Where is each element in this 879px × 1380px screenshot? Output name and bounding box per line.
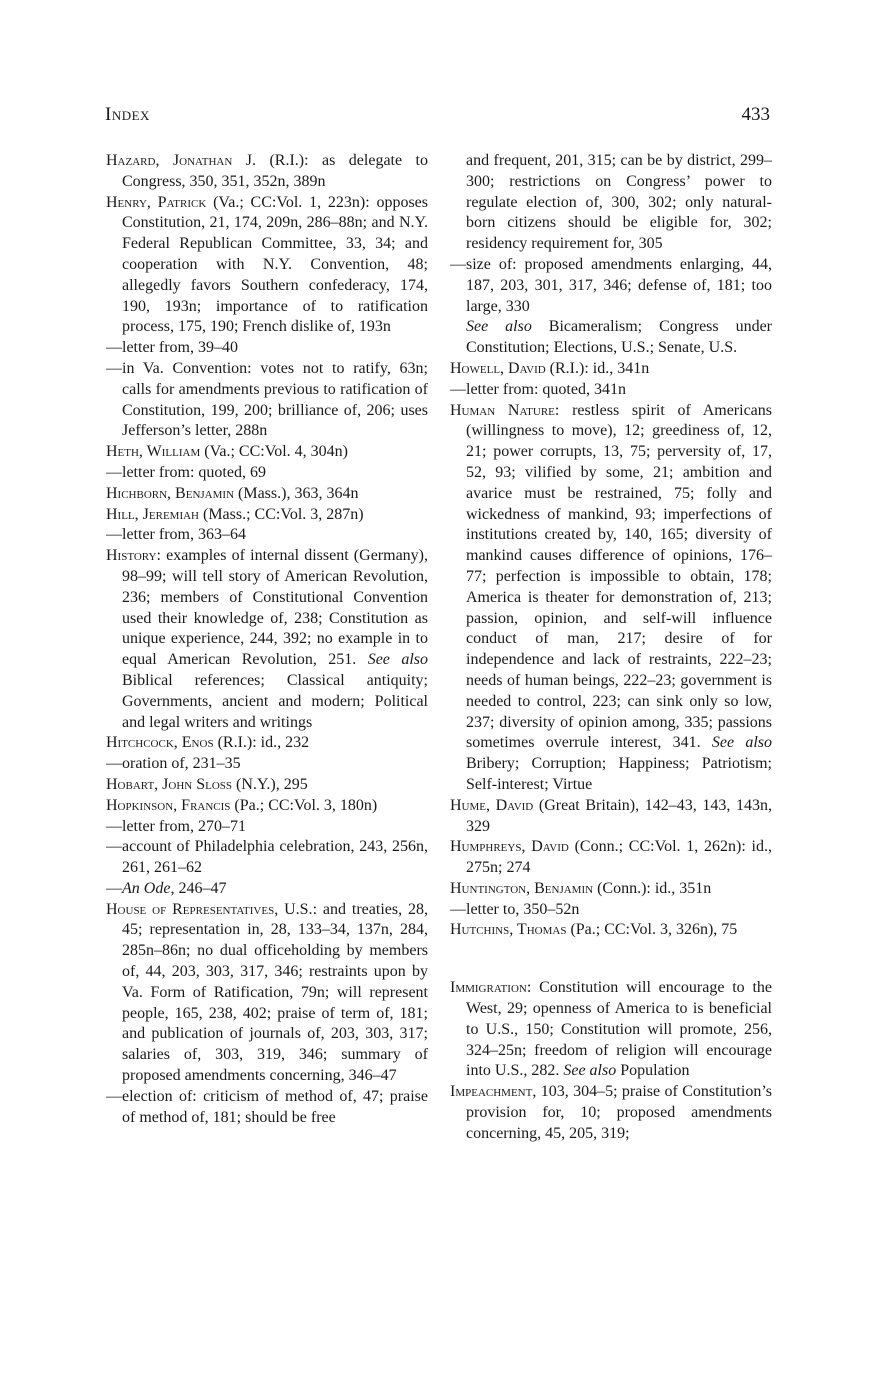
entry-heading: Immigration	[450, 979, 527, 997]
entry-heading: Heth, William	[106, 443, 201, 461]
index-subentry	[106, 359, 428, 442]
entry-heading: Hume, David	[450, 796, 534, 814]
entry-text: (Conn.; CC:Vol. 1, 262n): id., 275n; 274	[466, 838, 772, 877]
entry-heading: Humphreys, David	[450, 838, 569, 856]
entry-text: —letter from, 363–64	[106, 526, 246, 544]
index-subentry	[106, 837, 428, 879]
running-head-title: Index	[105, 104, 150, 125]
see-also-text: Bribery; Corruption; Happiness; Patriotism; Self-interest; Virtue	[466, 755, 772, 793]
index-subentry	[106, 463, 428, 484]
index-entry	[106, 546, 428, 733]
index-entry	[106, 151, 428, 193]
entry-text: : examples of internal dissent (Germany), 98–99; will tell story of American Revolution, 236; members of Constitutional Convention used their knowledge of, 238; Constitution as unique experience, 244, 392; no example in to equal American Revolution, 251.	[122, 547, 428, 669]
entry-text: —oration of, 231–35	[106, 755, 241, 773]
entry-heading: Impeachment	[450, 1083, 533, 1101]
index-entry	[106, 733, 428, 754]
entry-text: : restless spirit of Americans (willingness to move), 12; greediness of, 12, 21; power corrupts, 13, 75; perversity of, 17, 52, 93; vilified by some, 21; ambition and avarice must be restrained, 75; folly and wickedness of mankind, 93; imperfections of institutions created by, 140, 165; diversity of mankind causes difference of opinions, 176–77; perfection is impossible to obtain, 178; America is theater for demonstration of, 213; passion, opinion, and self-will influence conduct of man, 217; desire of for independence and lack of restraints, 222–23; needs of human beings, 222–23; government is needed to control, 223; can sink only so low, 237; diversity of opinion among, 335; passions sometimes overrule interest, 341.	[466, 401, 773, 752]
entry-heading: Hichborn, Benjamin	[106, 484, 235, 502]
see-also-text: Bicameralism; Congress under Constitution; Elections, U.S.; Senate, U.S.	[466, 318, 773, 357]
entry-text: (Conn.): id., 351n	[593, 879, 712, 897]
entry-text: (Va.; CC:Vol. 4, 304n)	[200, 443, 348, 461]
index-entry	[450, 359, 772, 380]
entry-heading: House of Representatives, U.S.	[106, 900, 313, 918]
entry-text: (Pa.; CC:Vol. 3, 180n)	[230, 796, 378, 814]
entry-text: (R.I.): id., 232	[213, 734, 310, 752]
index-entry-continued	[450, 151, 772, 255]
entry-heading: Hitchcock, Enos	[106, 734, 214, 752]
entry-text: —letter from: quoted, 69	[106, 463, 266, 481]
entry-text: —size of: proposed amendments enlarging, 44, 187, 203, 301, 317, 346; defense of, 181; too large, 330	[450, 255, 772, 315]
entry-text: (Pa.; CC:Vol. 3, 326n), 75	[566, 921, 738, 939]
entry-title-italic: An Ode	[122, 879, 171, 897]
index-see-also	[450, 317, 772, 359]
index-column-right	[450, 151, 772, 1145]
index-entry	[450, 1082, 772, 1144]
index-entry	[450, 796, 772, 838]
index-entry	[450, 837, 772, 879]
index-entry	[450, 879, 772, 900]
entry-text: —	[106, 879, 122, 897]
index-entry	[106, 484, 428, 505]
entry-text: (N.Y.), 295	[232, 775, 308, 793]
entry-text: : and treaties, 28, 45; representation in, 28, 133–34, 137n, 284, 285n–86n; no dual officeholding by members of, 44, 203, 303, 317, 346; restraints upon by Va. Form of Ratification, 79n; will represent people, 165, 238, 402; praise of term of, 181; and publication of journals of, 203, 303, 317; salaries of, 303, 319, 346; summary of proposed amendments concerning, 346–47	[122, 900, 428, 1085]
entry-heading: History	[106, 547, 157, 565]
see-also-label: See also	[466, 318, 532, 336]
entry-text: and frequent, 201, 315; can be by district, 299–300; restrictions on Congress’ power to regulate election of, 300, 302; only natural-born citizens should be eligible for, 302; residency requirement for, 305	[466, 152, 772, 253]
entry-text: —in Va. Convention: votes not to ratify, 63n; calls for amendments previous to ratification of Constitution, 199, 200; brilliance of, 206; uses Jefferson’s letter, 288n	[106, 359, 428, 440]
entry-heading: Henry, Patrick	[106, 193, 207, 211]
see-also-label: See also	[367, 651, 429, 669]
entry-text: (R.I.): id., 341n	[545, 359, 650, 377]
index-subentry	[450, 255, 772, 317]
index-subentry	[450, 900, 772, 921]
see-also-text: Population	[616, 1062, 690, 1080]
index-subentry	[106, 1087, 428, 1129]
index-subentry	[106, 525, 428, 546]
index-entry	[106, 775, 428, 796]
entry-text: (Mass.; CC:Vol. 3, 287n)	[199, 505, 364, 523]
index-subentry	[106, 879, 428, 900]
entry-heading: Hopkinson, Francis	[106, 796, 231, 814]
index-column-left	[106, 151, 428, 1128]
running-head	[105, 104, 770, 134]
see-also-text: Biblical references; Classical antiquity; Governments, ancient and modern; Political and legal writers and writings	[122, 671, 428, 731]
index-subentry	[106, 754, 428, 775]
entry-text: (Va.; CC:Vol. 1, 223n): opposes Constitution, 21, 174, 209n, 286–88n; and N.Y. Federal Republican Committee, 33, 34; and cooperation with N.Y. Convention, 48; allegedly favors Southern confederacy, 174, 190, 193n; importance of to ratification process, 175, 190; French dislike of, 193n	[122, 193, 428, 336]
entry-text: , 103, 304–5; praise of Constitution’s provision for, 10; proposed amendments concerning, 45, 205, 319;	[466, 1083, 772, 1142]
entry-heading: Howell, David	[450, 359, 546, 377]
entry-text: —letter to, 350–52n	[450, 900, 580, 918]
entry-text: —account of Philadelphia celebration, 243, 256n, 261, 261–62	[106, 838, 428, 877]
entry-text: —letter from: quoted, 341n	[450, 380, 626, 398]
index-entry	[450, 920, 772, 941]
index-entry	[450, 401, 772, 796]
index-entry	[106, 796, 428, 817]
index-entry	[106, 505, 428, 526]
entry-text: —letter from, 39–40	[106, 339, 238, 357]
entry-text: —letter from, 270–71	[106, 817, 246, 835]
entry-heading: Hobart, John Sloss	[106, 775, 233, 793]
entry-text: (Great Britain), 142–43, 143, 143n, 329	[466, 796, 773, 835]
index-subentry	[450, 380, 772, 401]
entry-heading: Huntington, Benjamin	[450, 879, 594, 897]
index-subentry	[106, 338, 428, 359]
entry-heading: Human Nature	[450, 401, 555, 419]
index-entry	[106, 442, 428, 463]
entry-text: (R.I.): as delegate to Congress, 350, 351, 352n, 389n	[122, 152, 428, 190]
index-subentry	[106, 817, 428, 838]
page-number: 433	[741, 104, 770, 125]
index-entry	[106, 900, 428, 1087]
see-also-label: See also	[563, 1062, 617, 1080]
entry-text: , 246–47	[170, 879, 227, 897]
entry-heading: Hutchins, Thomas	[450, 921, 567, 939]
entry-text: (Mass.), 363, 364n	[234, 484, 359, 502]
index-entry	[450, 978, 772, 1082]
entry-text: —election of: criticism of method of, 47; praise of method of, 181; should be free	[106, 1087, 428, 1126]
entry-heading: Hill, Jeremiah	[106, 505, 199, 523]
entry-heading: Hazard, Jonathan J.	[106, 152, 256, 169]
index-entry	[106, 193, 428, 339]
see-also-label: See also	[711, 734, 773, 752]
entry-text: : Constitution will encourage to the West, 29; openness of America to is beneficial to U.S., 150; Constitution will promote, 256, 324–25n; freedom of religion will encourage into U.S., 282.	[466, 979, 772, 1080]
